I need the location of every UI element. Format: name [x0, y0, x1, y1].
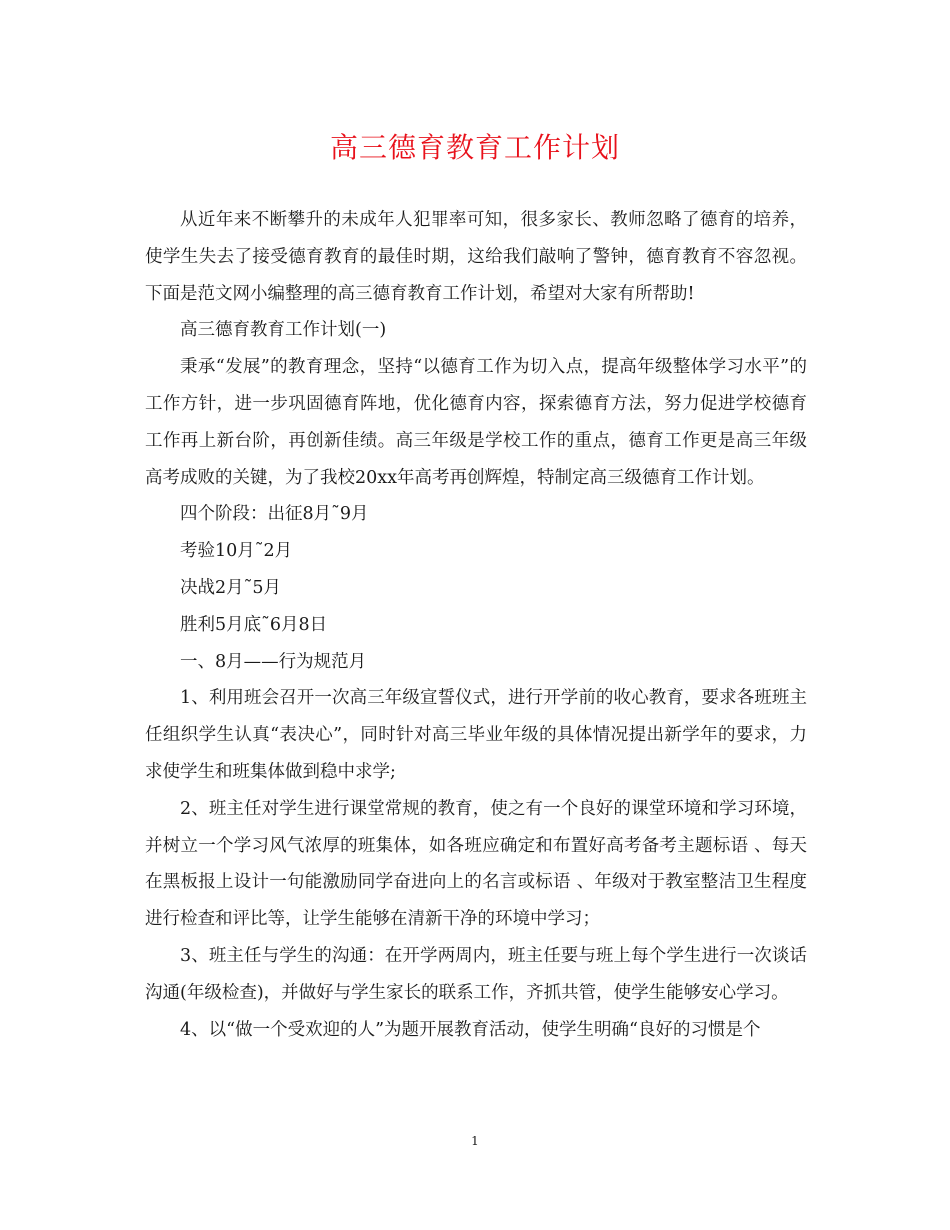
- stage-line-1: 四个阶段：出征8月˜9月: [180, 504, 369, 525]
- stage-line-4: 胜利5月底˜6月8日: [180, 614, 328, 635]
- document-body: [145, 202, 807, 1048]
- section-heading-plan-one: 高三德育教育工作计划(一): [180, 320, 387, 341]
- stage-line-3: 决战2月˜5月: [180, 577, 282, 598]
- philosophy-paragraph: 秉承“发展”的教育理念，坚持“以德育工作为切入点，提高年级整体学习水平”的工作方针，进一步巩固德育阵地，优化德育内容，探索德育方法，努力促进学校德育工作再上新台阶，再创新佳绩。高三年级是学校工作的重点，德育工作更是高三年级高考成败的关键，为了我校20xx年高考再创辉煌，特制定高三级德育工作计划。: [145, 357, 807, 488]
- document-title: 高三德育教育工作计划: [329, 131, 620, 164]
- intro-paragraph: 从近年来不断攀升的未成年人犯罪率可知，很多家长、教师忽略了德育的培养，使学生失去了接受德育教育的最佳时期，这给我们敲响了警钟，德育教育不容忽视。下面是范文网小编整理的高三德育教育工作计划，希望对大家有所帮助!: [145, 210, 807, 304]
- list-item-2: 2、班主任对学生进行课堂常规的教育，使之有一个良好的课堂环境和学习环境，并树立一个学习风气浓厚的班集体，如各班应确定和布置好高考备考主题标语 、每天在黑板报上设计一句能激励同学奋进向上的名言或标语 、年级对于教室整洁卫生程度进行检查和评比等，让学生能够在清新干净的环境中学习；: [145, 798, 807, 930]
- page-number: 1: [471, 1134, 479, 1148]
- list-item-3: 3、班主任与学生的沟通：在开学两周内，班主任要与班上每个学生进行一次谈话沟通(年级检查)，并做好与学生家长的联系工作，齐抓共管，使学生能够安心学习。: [145, 945, 807, 1003]
- stage-line-2: 考验10月˜2月: [180, 541, 293, 562]
- section-heading-august: 一、8月——行为规范月: [180, 651, 367, 672]
- list-item-4: 4、以“做一个受欢迎的人”为题开展教育活动，使学生明确“良好的习惯是个: [180, 1019, 761, 1040]
- list-item-1: 1、利用班会召开一次高三年级宣誓仪式，进行开学前的收心教育，要求各班班主任组织学生认真“表决心”，同时针对高三毕业年级的具体情况提出新学年的要求，力求使学生和班集体做到稳中求学;: [145, 688, 807, 782]
